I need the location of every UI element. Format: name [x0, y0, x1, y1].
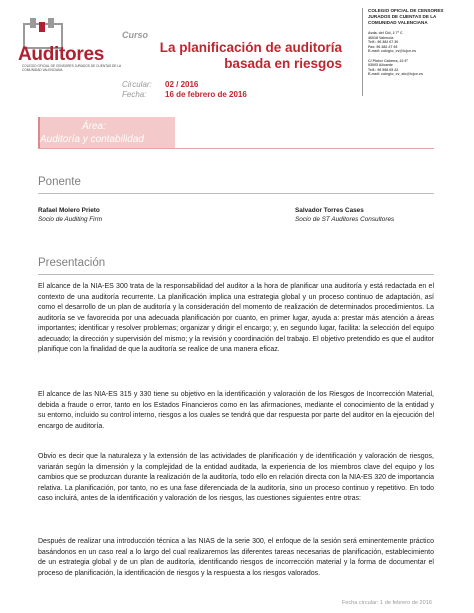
address-line: 46018 Valencia — [368, 35, 394, 40]
logo-wordmark: Auditores — [18, 44, 104, 65]
org-line: COLEGIO OFICIAL DE CENSORES — [368, 8, 444, 13]
fecha-value: 16 de febrero de 2016 — [165, 90, 247, 99]
title-line-2: basada en riesgos — [224, 56, 342, 71]
body-paragraph — [38, 452, 434, 505]
address-line: C/ Pintor Cabrera, 22 6ª — [368, 58, 408, 63]
paragraph-text: El alcance de la NIA-ES 300 trata de la responsabilidad del auditor a la hora de planificar una auditoría y está redactada en el contexto de una auditoría recurrente. La planificación implica una estrategia global y un proceso continuo de adaptación, así como el desarrollo de un plan de auditoría y la consideración del momento de realización de determinados procedimientos. La auditoría se ve favorecida por una adecuada planificación por cuanto, en primer lugar, ayuda a: prestar más atención a áreas importantes; identificar y resolver problemas; organizar y dirigir el encargo; y, en segundo lugar, facilita: la selección del equipo adecuado; la dirección y supervisión del mismo; y la revisión y coordinación del trabajo. El objetivo pretendido es que el auditor planifique con la finalidad de que la auditoría se realice de una manera eficaz. — [38, 283, 434, 353]
logo-subtitle: COLEGIO OFICIAL DE CENSORES JURADOS DE CUENTAS DE LA COMUNIDAD VALENCIANA — [22, 64, 122, 72]
body-paragraph — [38, 390, 434, 432]
curso-label: Curso — [122, 30, 149, 40]
address-line: Telf.: 96 382 67 30 — [368, 40, 399, 44]
speaker-name: Salvador Torres Cases — [295, 207, 364, 214]
page-title — [150, 40, 342, 72]
body-paragraph — [38, 537, 434, 579]
speaker-role: Socio de Auditing Firm — [38, 216, 103, 223]
body-paragraph — [38, 282, 434, 356]
circular-label: Circular: — [122, 80, 152, 89]
org-line: JURADOS DE CUENTAS DE LA — [368, 14, 437, 19]
header-divider — [362, 8, 363, 96]
area-label: Área: — [82, 121, 106, 132]
email-link[interactable]: E-mail: colegio_cv_alc@icjce.es — [368, 72, 424, 76]
presentacion-rule — [38, 274, 434, 275]
circular-value: 02 / 2016 — [165, 80, 199, 89]
area-value: Auditoría y contabilidad — [40, 134, 144, 145]
footer-date: Fecha circular: 1 de febrero de 2016 — [341, 600, 432, 606]
email-link[interactable]: E-mail: colegio_cv@icjce.es — [368, 49, 417, 53]
address-line: Fax: 96 382 27 93 — [368, 44, 398, 49]
ponente-heading: Ponente — [38, 176, 81, 188]
title-line-1: La planificación de auditoría — [159, 40, 342, 55]
speaker-name: Rafael Molero Prieto — [38, 207, 100, 214]
address-line: Telf.: 96 598 65 22 — [368, 67, 399, 72]
org-line: COMUNIDAD VALENCIANA — [368, 20, 428, 25]
paragraph-text: El alcance de las NIA-ES 315 y 330 tiene su objetivo en la identificación y valoración de los Riesgos de Incorrección Material, debida a fraude o error, tanto en los Estados Financieros como en las afirmaciones, mediante el conocimiento de la entidad y su entorno, incluido su control interno, riesgos a los cuales se tendrá que dar respuesta por parte del auditor en la ejecución del encargo de auditoría. — [38, 391, 434, 430]
address-line: Avda. del Cid, 2 7ª C — [368, 31, 403, 35]
ponente-rule — [38, 193, 434, 194]
org-block — [368, 8, 468, 77]
address-line: 03003 Alicante — [368, 63, 393, 67]
fecha-label: Fecha: — [122, 90, 147, 99]
area-rule — [38, 148, 434, 149]
paragraph-text: Obvio es decir que la naturaleza y la extensión de las actividades de planificación y de identificación y valoración de riesgos, variarán según la dimensión y la complejidad de la entidad auditada, la experiencia de los miembros clave del equipo y los cambios que se produzcan durante la realización de la auditoría, todo ello en relación directa con la NIA-ES 320 de importancia relativa. La planificación, por tanto, no es una fase diferenciada de la auditoría, sino un proceso continuo y repetitivo. En todo caso incluirá, antes de la identificación y valoración de los riesgos, las cuestiones siguientes entre otras: — [38, 453, 434, 502]
paragraph-text: Después de realizar una introducción técnica a las NIAS de la serie 300, el enfoque de la sesión será eminentemente práctico basándonos en un caso real a lo largo del cual realizaremos las diferentes tareas necesarias de planificación, establecimiento de un estrategia global y de un plan de auditoría, identificando riesgos de incorrección material y la forma de documentar el proceso de planificación, la identificación de riesgos y la respuesta a los riesgos valorados. — [38, 538, 434, 577]
presentacion-heading: Presentación — [38, 257, 106, 269]
speaker-role: Socio de ST Auditores Consultores — [295, 216, 395, 223]
